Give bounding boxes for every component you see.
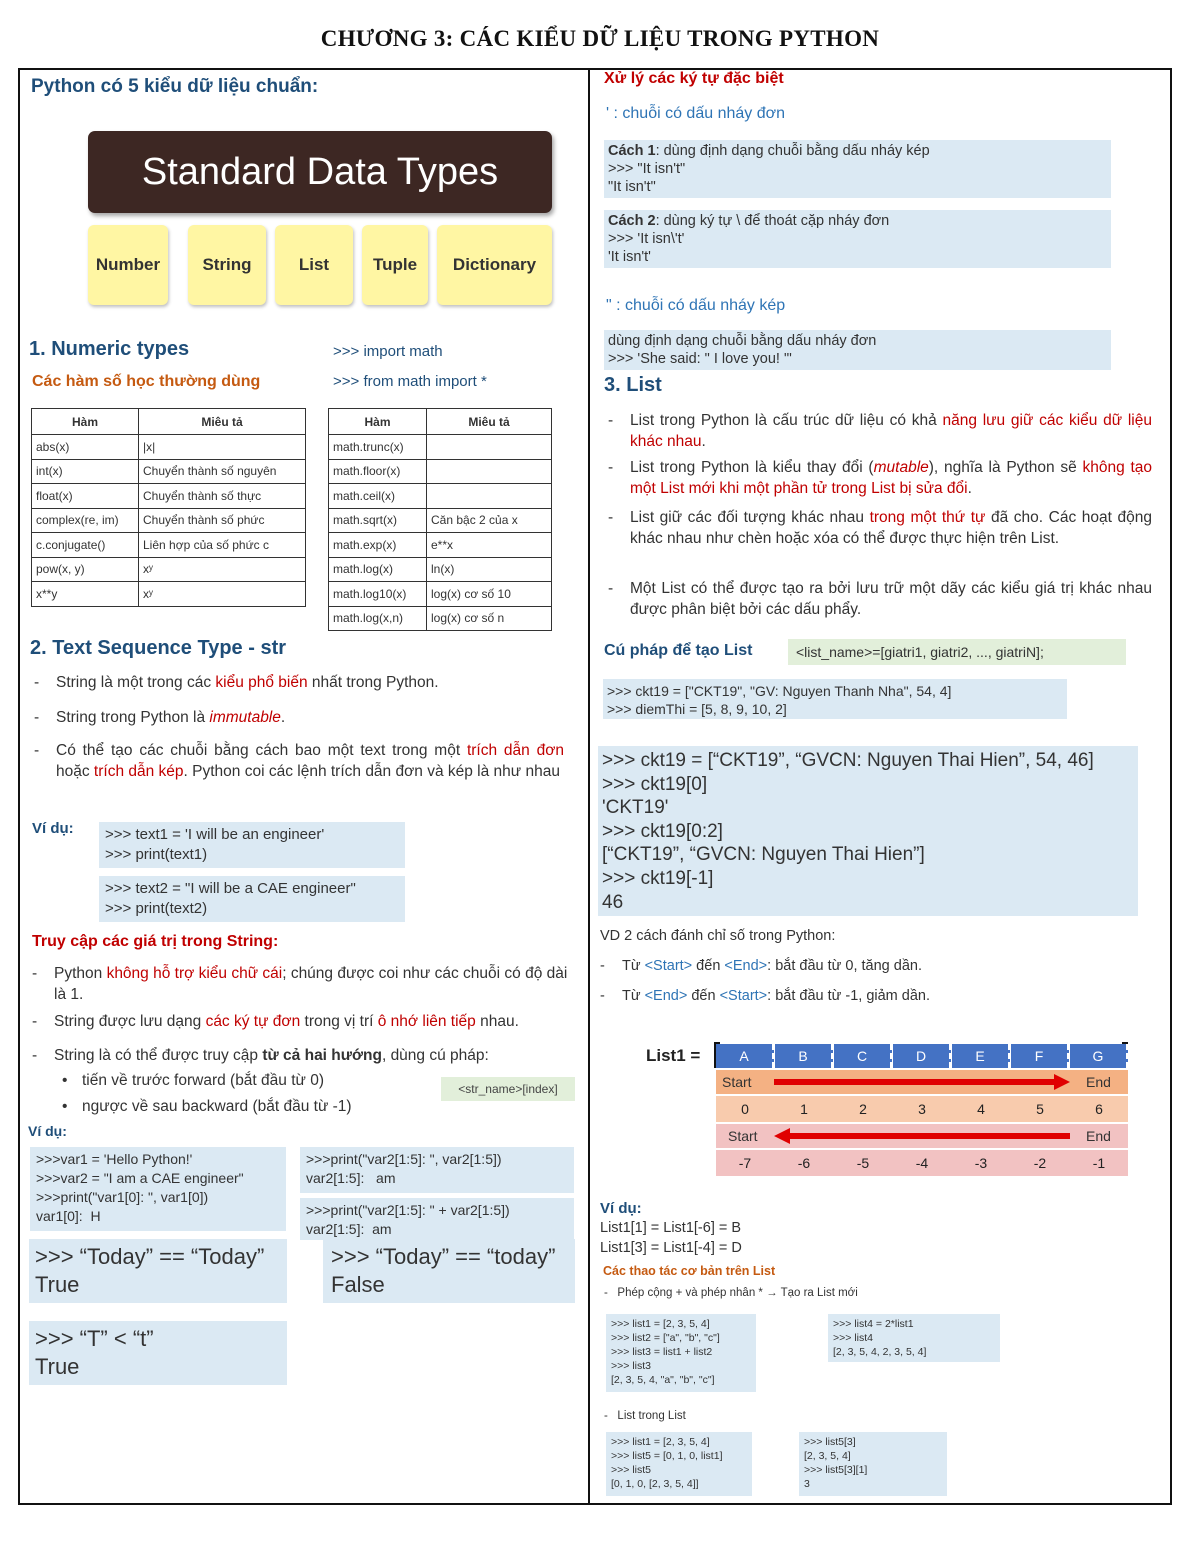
function-cell: math.trunc(x) bbox=[329, 435, 427, 460]
list-element-cell: G bbox=[1070, 1044, 1128, 1068]
code-line: >>> text1 = 'I will be an engineer' bbox=[105, 826, 325, 843]
description-cell bbox=[427, 459, 552, 484]
method-description: : dùng định dạng chuỗi bằng dấu nháy kép bbox=[655, 143, 930, 159]
string-index-syntax: <str_name>[index] bbox=[441, 1077, 575, 1101]
backward-index-cell: -3 bbox=[974, 1155, 988, 1171]
compare-today-false bbox=[323, 1239, 575, 1303]
table-row bbox=[329, 484, 552, 509]
forward-index-cell: 5 bbox=[1036, 1101, 1044, 1117]
description-cell: log(x) cơ số n bbox=[427, 606, 552, 631]
column-divider bbox=[588, 68, 590, 1505]
backward-index-cell: -7 bbox=[738, 1155, 752, 1171]
description-cell: xʸ bbox=[139, 557, 306, 582]
example-line: List1[3] = List1[-4] = D bbox=[600, 1240, 742, 1256]
code-line: True bbox=[35, 1354, 80, 1379]
code-line: 'It isn't' bbox=[608, 249, 651, 265]
list-item: - String là một trong các kiểu phổ biến nhất trong Python. bbox=[34, 674, 439, 691]
backward-index-cell: -2 bbox=[1033, 1155, 1047, 1171]
intro-heading: Python có 5 kiểu dữ liệu chuẩn: bbox=[31, 76, 319, 97]
forward-index-cell: 4 bbox=[977, 1101, 985, 1117]
list-repeat-code: >>> list4 = 2*list1 >>> list4 [2, 3, 5, 4, 2, 3, 5, 4] bbox=[828, 1314, 1000, 1362]
forward-arrow-icon bbox=[774, 1074, 1070, 1090]
code-line: >>> 'She said: " I love you! "' bbox=[608, 351, 792, 367]
description-cell: |x| bbox=[139, 435, 306, 460]
list-create-example bbox=[603, 679, 1067, 719]
table-row bbox=[32, 533, 306, 558]
code-line: >>> “Today” == “today” bbox=[331, 1244, 556, 1269]
double-quote-label: " : chuỗi có dấu nháy kép bbox=[606, 297, 786, 314]
table-row bbox=[32, 435, 306, 460]
code-line: >>> ckt19 = [“CKT19”, “GVCN: Nguyen Thai Hien”, 54, 46] bbox=[602, 750, 1094, 771]
list-index-example bbox=[598, 746, 1138, 916]
table-header: Hàm bbox=[32, 409, 139, 435]
code-line: True bbox=[35, 1272, 80, 1297]
code-line: [“CKT19”, “GVCN: Nguyen Thai Hien”] bbox=[602, 844, 925, 866]
list-item: - Một List có thể được tạo ra bởi lưu trữ một dãy các kiểu giá trị khác nhau được phân biệt bởi các dấu phẩy. bbox=[608, 580, 1152, 618]
code-line: >>> ckt19[0] bbox=[602, 773, 708, 795]
list-item: - String trong Python là immutable. bbox=[34, 709, 286, 726]
backward-index-cell: -6 bbox=[797, 1155, 811, 1171]
table-row bbox=[329, 606, 552, 631]
table-header: Hàm bbox=[329, 409, 427, 435]
description-cell: ln(x) bbox=[427, 557, 552, 582]
code-line: "It isn't" bbox=[608, 179, 656, 195]
list-element-cell: F bbox=[1011, 1044, 1069, 1068]
backward-end-label: End bbox=[1086, 1128, 1111, 1144]
table-row bbox=[329, 582, 552, 607]
double-quote-method bbox=[604, 330, 1111, 370]
list-item: - String là có thể được truy cập từ cả hai hướng, dùng cú pháp: bbox=[32, 1047, 489, 1064]
type-string: String bbox=[188, 225, 266, 305]
table-row bbox=[329, 459, 552, 484]
example-label: Ví dụ: bbox=[28, 1123, 67, 1139]
function-cell: math.log(x,n) bbox=[329, 606, 427, 631]
code-example-slice-concat: >>>print("var2[1:5]: " + var2[1:5]) var2[1:5]: am bbox=[300, 1198, 574, 1240]
table-row bbox=[32, 459, 306, 484]
code-line: >>> text2 = "I will be a CAE engineer" bbox=[105, 880, 356, 897]
description-cell: Liên hợp của số phức c bbox=[139, 533, 306, 558]
table-row bbox=[329, 435, 552, 460]
list-item: - List trong Python là cấu trúc dữ liệu có khả năng lưu giữ các kiểu dữ liệu khác nhau. bbox=[608, 412, 1152, 450]
description-cell: Căn bậc 2 của x bbox=[427, 508, 552, 533]
escape-method-1 bbox=[604, 140, 1111, 198]
list-element-cell: A bbox=[716, 1044, 774, 1068]
code-line: False bbox=[331, 1272, 385, 1297]
nested-list-bullet: - List trong List bbox=[604, 1410, 686, 1422]
numeric-subheading: Các hàm số học thường dùng bbox=[32, 373, 261, 390]
code-line: >>> print(text2) bbox=[105, 900, 208, 917]
math-functions-table-2 bbox=[328, 408, 552, 631]
list-element-cell: D bbox=[893, 1044, 951, 1068]
function-cell: math.ceil(x) bbox=[329, 484, 427, 509]
function-cell: float(x) bbox=[32, 484, 139, 509]
description-cell: Chuyển thành số phức bbox=[139, 508, 306, 533]
list-item: - Từ <Start> đến <End>: bắt đầu từ 0, tăng dần. bbox=[600, 958, 922, 974]
list-index-diagram bbox=[640, 1040, 1140, 1180]
code-example-var: >>>var1 = 'Hello Python!' >>>var2 = "I am a CAE engineer" >>>print("var1[0]: ", var1[0]) var1[0]: H bbox=[30, 1147, 286, 1231]
code-line: >>> diemThi = [5, 8, 9, 10, 2] bbox=[607, 701, 787, 717]
list-ops-heading: Các thao tác cơ bản trên List bbox=[603, 1264, 776, 1278]
function-cell: math.log10(x) bbox=[329, 582, 427, 607]
function-cell: abs(x) bbox=[32, 435, 139, 460]
compare-t-less bbox=[29, 1321, 287, 1385]
table-row bbox=[32, 582, 306, 607]
string-access-heading: Truy cập các giá trị trong String: bbox=[32, 933, 279, 950]
compare-today-true bbox=[29, 1239, 287, 1303]
type-number: Number bbox=[88, 225, 168, 305]
text-sequence-heading: 2. Text Sequence Type - str bbox=[30, 637, 287, 659]
list-element-cell: B bbox=[775, 1044, 833, 1068]
code-line: 46 bbox=[602, 891, 624, 913]
function-cell: complex(re, im) bbox=[32, 508, 139, 533]
method-label: Cách 2 bbox=[608, 213, 656, 229]
list1-label: List1 = bbox=[646, 1046, 701, 1065]
backward-index-cell: -1 bbox=[1092, 1155, 1106, 1171]
list-syntax: <list_name>=[giatri1, giatri2, ..., giatriN]; bbox=[788, 639, 1126, 665]
single-quote-label: ' : chuỗi có dấu nháy đơn bbox=[606, 105, 785, 122]
example-line: List1[1] = List1[-6] = B bbox=[600, 1220, 742, 1236]
list-item: - Từ <End> đến <Start>: bắt đầu từ -1, giảm dần. bbox=[600, 988, 931, 1004]
special-chars-heading: Xử lý các ký tự đặc biệt bbox=[604, 70, 784, 87]
table-row bbox=[32, 557, 306, 582]
forward-index-cell: 1 bbox=[800, 1101, 808, 1117]
list-item: - String được lưu dạng các ký tự đơn trong vị trí ô nhớ liên tiếp nhau. bbox=[32, 1013, 519, 1030]
nested-list-code-1: >>> list1 = [2, 3, 5, 4] >>> list5 = [0, 1, 0, list1] >>> list5 [0, 1, 0, [2, 3, 5, 4]] bbox=[606, 1432, 752, 1496]
description-cell bbox=[427, 484, 552, 509]
description-cell: xʸ bbox=[139, 582, 306, 607]
numeric-heading: 1. Numeric types bbox=[29, 338, 190, 360]
function-cell: x**y bbox=[32, 582, 139, 607]
table-header: Miêu tả bbox=[139, 409, 306, 435]
list-concat-code: >>> list1 = [2, 3, 5, 4] >>> list2 = ["a", "b", "c"] >>> list3 = list1 + list2 >>> list3 [2, 3, 5, 4, "a", "b", "c"] bbox=[606, 1314, 756, 1392]
table-row bbox=[32, 508, 306, 533]
code-line: 'CKT19' bbox=[602, 797, 669, 819]
list-element-cell: C bbox=[834, 1044, 892, 1068]
backward-arrow-icon bbox=[774, 1128, 1070, 1144]
list-syntax-label: Cú pháp để tạo List bbox=[604, 642, 753, 659]
escape-method-2 bbox=[604, 210, 1111, 268]
import-math-code: >>> import math bbox=[333, 343, 443, 360]
code-line: >>> ckt19[-1] bbox=[602, 867, 714, 889]
function-cell: math.exp(x) bbox=[329, 533, 427, 558]
list-ops-bullet: - Phép cộng + và phép nhân * → Tạo ra List mới bbox=[604, 1287, 858, 1299]
code-line: >>> ckt19 = ["CKT19", "GV: Nguyen Thanh Nha", 54, 4] bbox=[607, 683, 952, 699]
type-list: List bbox=[275, 225, 353, 305]
table-header: Miêu tả bbox=[427, 409, 552, 435]
method-description: : dùng ký tự \ để thoát cặp nháy đơn bbox=[655, 213, 890, 229]
table-row bbox=[329, 557, 552, 582]
description-cell: log(x) cơ số 10 bbox=[427, 582, 552, 607]
list-element-cell: E bbox=[952, 1044, 1010, 1068]
backward-index-cell: -5 bbox=[856, 1155, 870, 1171]
description-cell: Chuyển thành số thực bbox=[139, 484, 306, 509]
function-cell: int(x) bbox=[32, 459, 139, 484]
code-example-slice-comma: >>>print("var2[1:5]: ", var2[1:5]) var2[1:5]: am bbox=[300, 1147, 574, 1193]
description-cell: e**x bbox=[427, 533, 552, 558]
code-line: >>> print(text1) bbox=[105, 846, 208, 863]
list-item: • tiến về trước forward (bắt đầu từ 0) bbox=[62, 1072, 324, 1089]
description-cell: Chuyển thành số nguyên bbox=[139, 459, 306, 484]
list-item: - List giữ các đối tượng khác nhau trong một thứ tự đã cho. Các hoạt động khác nhau như chèn hoặc xóa có thể được thực hiện trên List. bbox=[608, 509, 1152, 547]
example-label: Ví dụ: bbox=[600, 1200, 642, 1217]
type-tuple: Tuple bbox=[362, 225, 428, 305]
forward-index-cell: 3 bbox=[918, 1101, 926, 1117]
from-math-import-code: >>> from math import * bbox=[333, 373, 487, 390]
math-functions-table-1 bbox=[31, 408, 306, 607]
backward-index-cell: -4 bbox=[915, 1155, 929, 1171]
code-line: >>> 'It isn\'t' bbox=[608, 231, 685, 247]
nested-list-code-2: >>> list5[3] [2, 3, 5, 4] >>> list5[3][1] 3 bbox=[799, 1432, 947, 1496]
code-example-text2 bbox=[99, 876, 405, 922]
type-dictionary: Dictionary bbox=[437, 225, 552, 305]
table-row bbox=[32, 484, 306, 509]
method-label: Cách 1 bbox=[608, 143, 656, 159]
forward-end-label: End bbox=[1086, 1074, 1111, 1090]
forward-index-cell: 2 bbox=[859, 1101, 867, 1117]
function-cell: math.sqrt(x) bbox=[329, 508, 427, 533]
page-title: CHƯƠNG 3: CÁC KIỂU DỮ LIỆU TRONG PYTHON bbox=[320, 26, 880, 51]
forward-index-cell: 0 bbox=[741, 1101, 749, 1117]
code-line: >>> "It isn't" bbox=[608, 161, 686, 177]
backward-start-label: Start bbox=[728, 1128, 758, 1144]
forward-start-label: Start bbox=[722, 1074, 752, 1090]
forward-index-cell: 6 bbox=[1095, 1101, 1103, 1117]
standard-data-types-banner: Standard Data Types bbox=[88, 131, 552, 213]
table-row bbox=[329, 533, 552, 558]
code-line: >>> “Today” == “Today” bbox=[35, 1244, 265, 1269]
example-label: Ví dụ: bbox=[32, 820, 74, 837]
function-cell: math.floor(x) bbox=[329, 459, 427, 484]
function-cell: c.conjugate() bbox=[32, 533, 139, 558]
code-line: >>> “T” < “t” bbox=[35, 1326, 154, 1351]
list-heading: 3. List bbox=[604, 374, 662, 396]
list-item: - Có thể tạo các chuỗi bằng cách bao một text trong một trích dẫn đơn hoặc trích dẫn kép. Python coi các lệnh trích dẫn đơn và kép là như nhau bbox=[34, 742, 564, 780]
list-item: • ngược về sau backward (bắt đầu từ -1) bbox=[62, 1098, 352, 1115]
code-example-text1 bbox=[99, 822, 405, 868]
function-cell: pow(x, y) bbox=[32, 557, 139, 582]
table-row bbox=[329, 508, 552, 533]
list-item: - List trong Python là kiểu thay đổi (mutable), nghĩa là Python sẽ không tạo một List mới khi một phần tử trong List bị sửa đổi. bbox=[608, 459, 1152, 497]
code-line: >>> ckt19[0:2] bbox=[602, 820, 723, 842]
description-cell bbox=[427, 435, 552, 460]
index-intro: VD 2 cách đánh chỉ số trong Python: bbox=[600, 928, 836, 944]
function-cell: math.log(x) bbox=[329, 557, 427, 582]
list-item: - Python không hỗ trợ kiểu chữ cái; chúng được coi như các chuỗi có độ dài là 1. bbox=[32, 965, 568, 1003]
code-line: dùng định dạng chuỗi bằng dấu nháy đơn bbox=[608, 333, 877, 349]
